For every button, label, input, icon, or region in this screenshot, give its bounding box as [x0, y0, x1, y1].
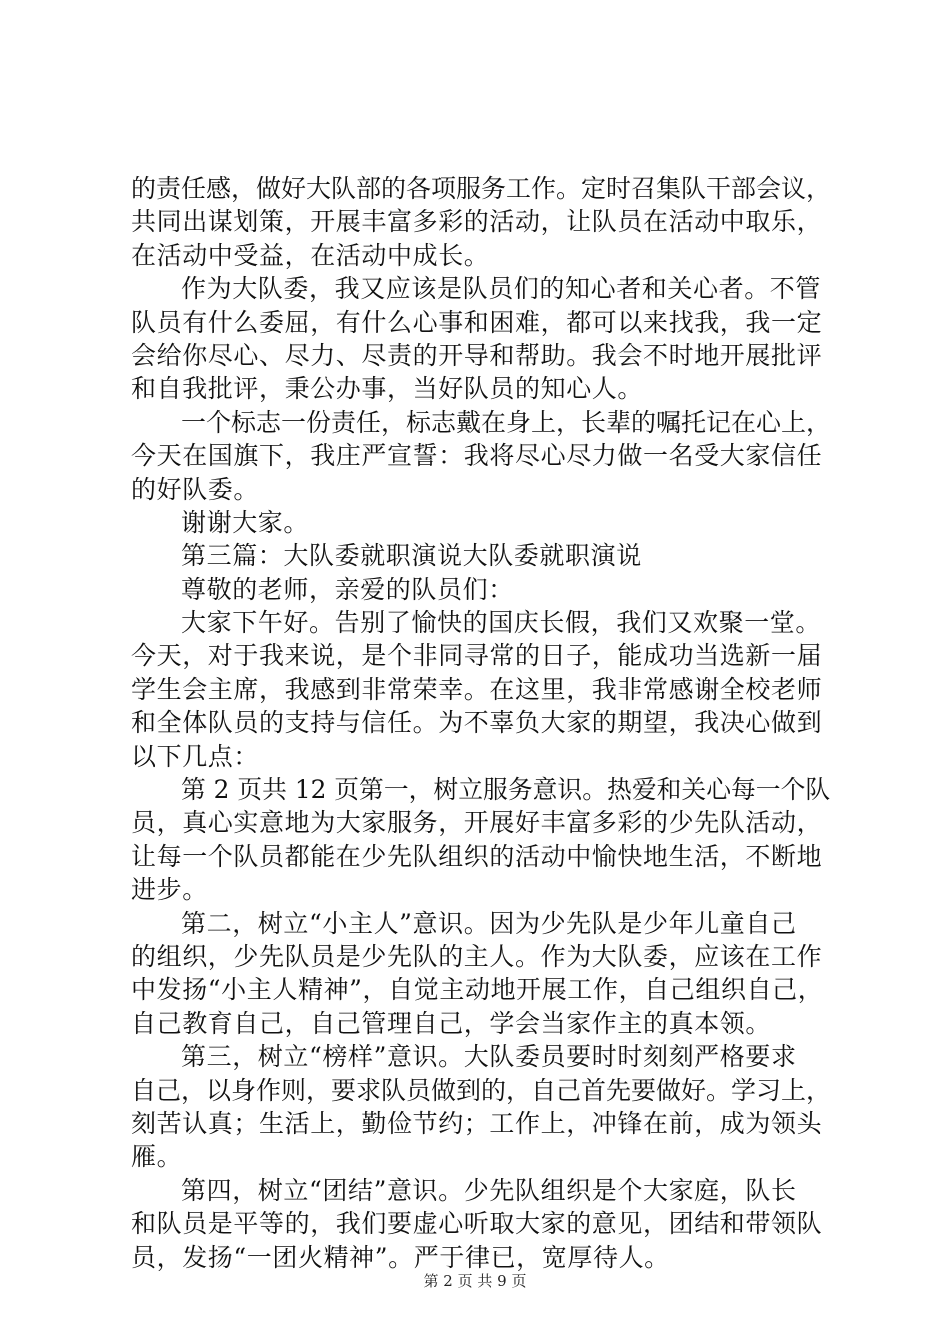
- text-line: 大家下午好。告别了愉快的国庆长假，我们又欢聚一堂。: [181, 608, 822, 638]
- text-line: 谢谢大家。: [181, 507, 310, 537]
- text-line: 雁。: [131, 1142, 183, 1172]
- text-line: 员，发扬“一团火精神”。严于律已，宽厚待人。: [131, 1242, 670, 1272]
- text-line: 今天在国旗下，我庄严宣誓：我将尽心尽力做一名受大家信任: [131, 441, 823, 471]
- text-line: 在活动中受益，在活动中成长。: [131, 240, 490, 270]
- text-line: 第 2 页共 12 页第一，树立服务意识。热爱和关心每一个队: [181, 775, 831, 805]
- text-line: 作为大队委，我又应该是队员们的知心者和关心者。不管: [181, 274, 822, 304]
- text-line: 进步。: [131, 875, 208, 905]
- text-line: 共同出谋划策，开展丰富多彩的活动，让队员在活动中取乐，: [131, 207, 823, 237]
- page-footer: 第 2 页 共 9 页: [423, 1272, 527, 1290]
- text-line: 一个标志一份责任，标志戴在身上，长辈的嘱托记在心上，: [181, 407, 832, 437]
- text-line: 自己，以身作则，要求队员做到的，自己首先要做好。学习上，: [131, 1075, 832, 1105]
- text-line: 以下几点：: [131, 741, 260, 771]
- text-line: 中发扬“小主人精神”，自觉主动地开展工作，自己组织自己，: [131, 975, 824, 1005]
- text-line: 自己教育自己，自己管理自己，学会当家作主的真本领。: [131, 1008, 772, 1038]
- text-line: 第四，树立“团结”意识。少先队组织是个大家庭，队长: [181, 1175, 797, 1205]
- text-line: 第三，树立“榜样”意识。大队委员要时时刻刻严格要求: [181, 1042, 797, 1072]
- text-line: 员，真心实意地为大家服务，开展好丰富多彩的少先队活动，: [131, 808, 823, 838]
- text-line: 刻苦认真；生活上，勤俭节约；工作上，冲锋在前，成为领头: [131, 1108, 823, 1138]
- text-line: 的组织，少先队员是少先队的主人。作为大队委，应该在工作: [131, 941, 823, 971]
- text-line: 和队员是平等的，我们要虚心听取大家的意见，团结和带领队: [131, 1209, 823, 1239]
- text-line: 会给你尽心、尽力、尽责的开导和帮助。我会不时地开展批评: [131, 340, 823, 370]
- text-line: 队员有什么委屈，有什么心事和困难，都可以来找我，我一定: [131, 307, 823, 337]
- text-line: 让每一个队员都能在少先队组织的活动中愉快地生活，不断地: [131, 841, 823, 871]
- text-line: 第二，树立“小主人”意识。因为少先队是少年儿童自己: [181, 908, 797, 938]
- text-line: 和自我批评，秉公办事，当好队员的知心人。: [131, 374, 644, 404]
- text-line: 尊敬的老师，亲爱的队员们：: [181, 574, 514, 604]
- text-line: 今天，对于我来说，是个非同寻常的日子，能成功当选新一届: [131, 641, 823, 671]
- text-line: 和全体队员的支持与信任。为不辜负大家的期望，我决心做到: [131, 708, 823, 738]
- text-line: 第三篇：大队委就职演说大队委就职演说: [181, 541, 642, 571]
- document-body: [131, 172, 831, 1274]
- text-line: 的好队委。: [131, 474, 260, 504]
- text-line: 学生会主席，我感到非常荣幸。在这里，我非常感谢全校老师: [131, 674, 823, 704]
- text-line: 的责任感，做好大队部的各项服务工作。定时召集队干部会议，: [131, 174, 832, 203]
